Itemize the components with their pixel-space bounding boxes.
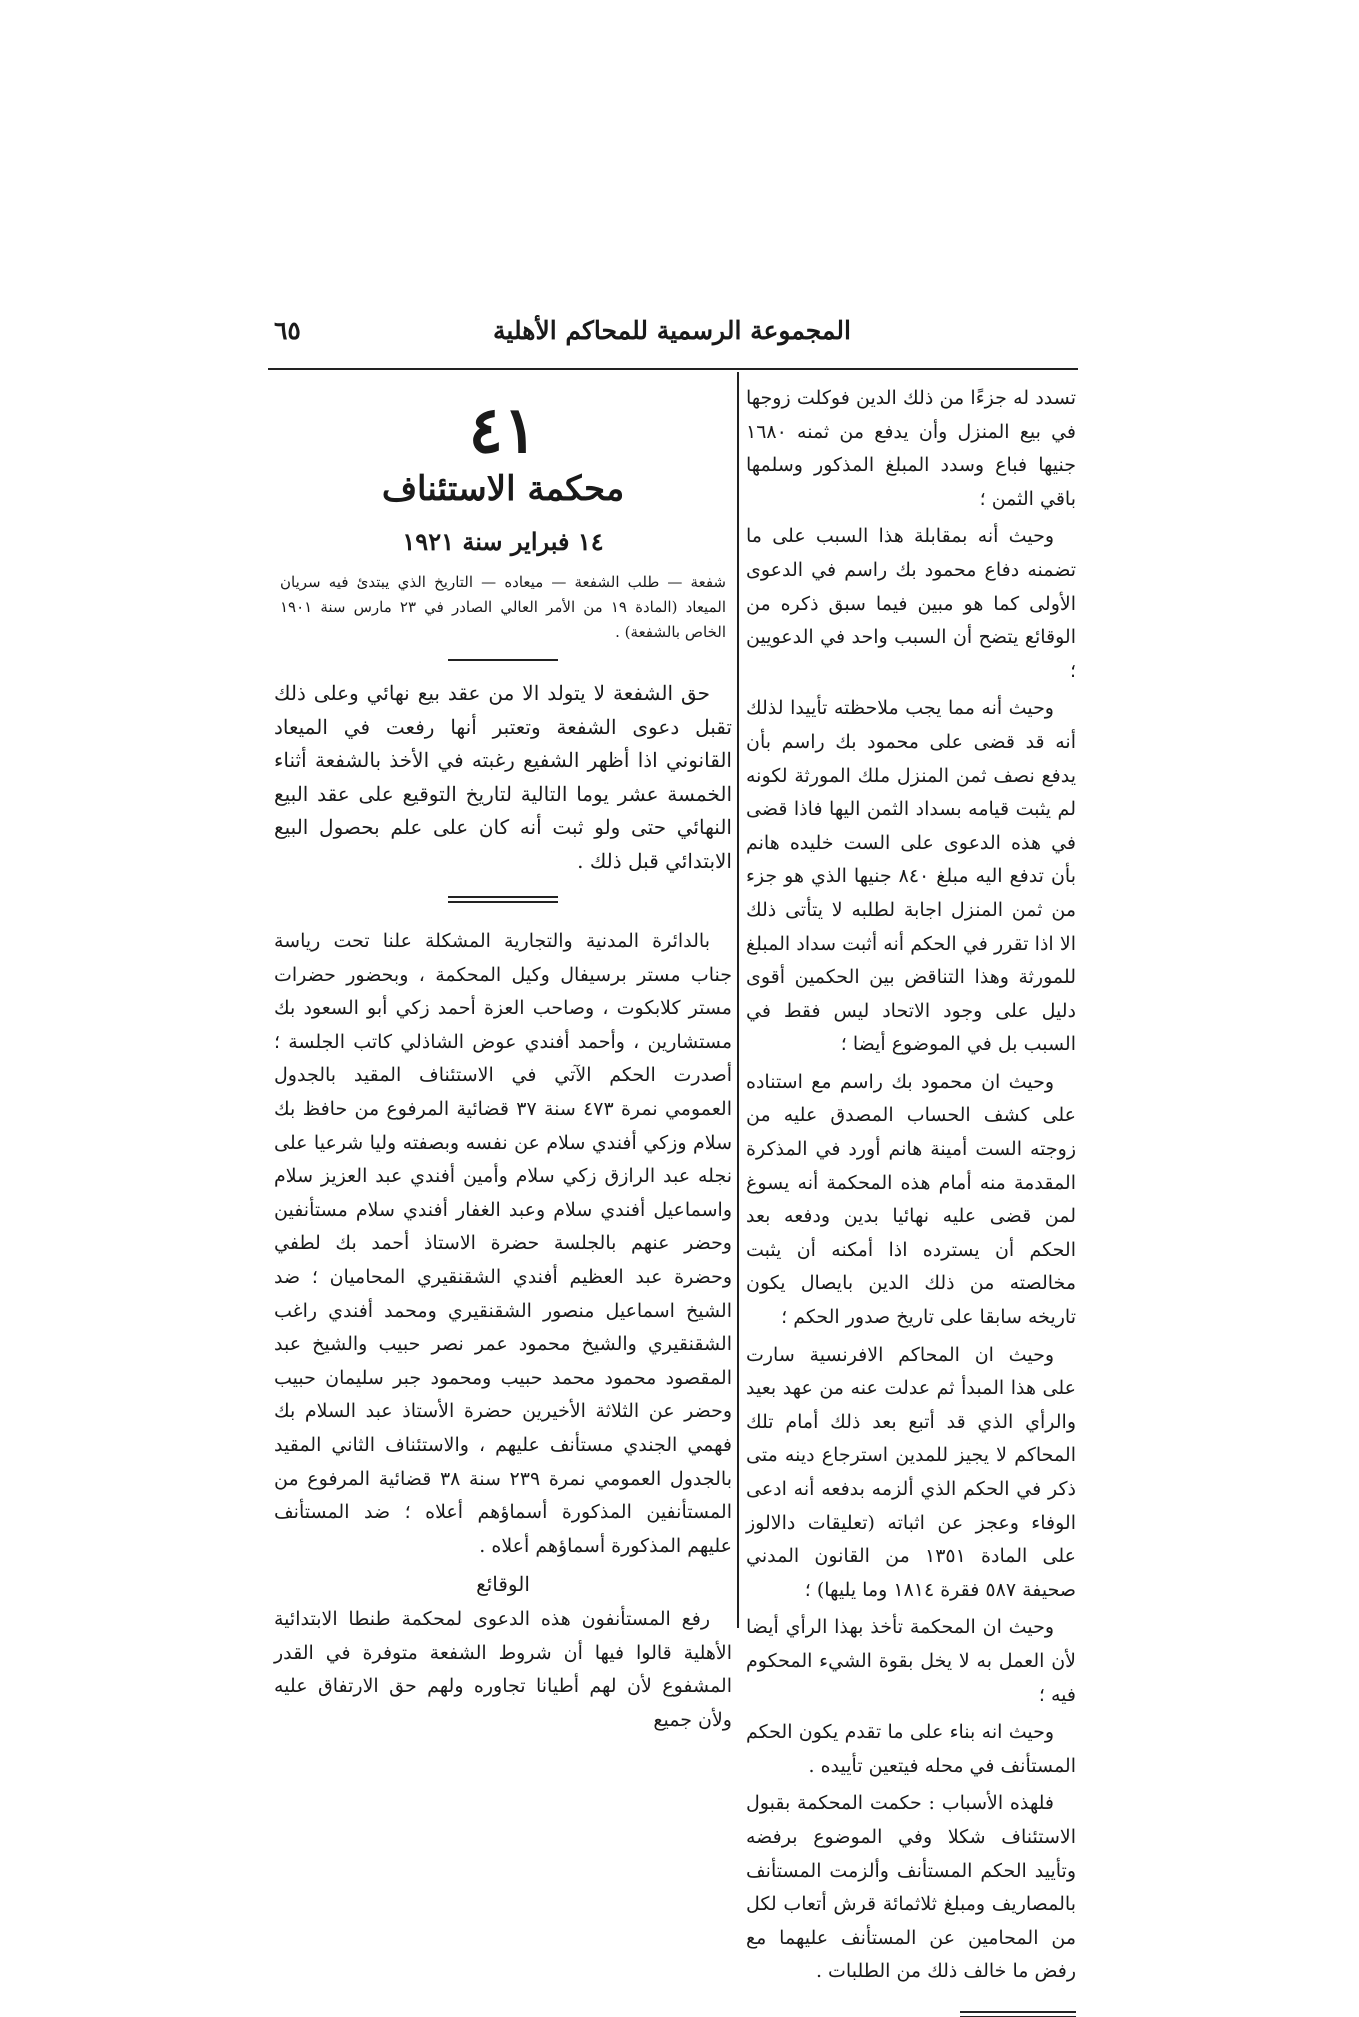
left-column xyxy=(274,382,732,1742)
paragraph-continuation: تسدد له جزءًا من ذلك الدين فوكلت زوجها في بيع المنزل وأن يدفع من ثمنه ١٦٨٠ جنيها فباع وسدد المبلغ المذكور وسلمها باقي الثمن ؛ xyxy=(746,387,1076,510)
proceedings: بالدائرة المدنية والتجارية المشكلة علنا تحت رياسة جناب مستر برسيفال وكيل المحكمة ، وبحضور حضرات مستر كلابكوت ، وصاحب العزة أحمد زكي أبو السعود بك مستشارين ، وأحمد أفندي عوض الشاذلي كاتب الجلسة ؛ أصدرت الحكم الآتي في الاستئناف المقيد بالجدول العمومي نمرة ٤٧٣ سنة ٣٧ قضائية المرفوع من حافظ بك سلام وزكي أفندي سلام عن نفسه وبصفته وليا شرعيا على نجله عبد الرازق زكي سلام وأمين أفندي عبد العزيز سلام واسماعيل أفندي سلام وعبد الغفار أفندي سلام مستأنفين وحضر عنهم بالجلسة حضرة الاستاذ أحمد بك لطفي وحضرة عبد العظيم أفندي الشقنقيري المحاميان ؛ ضد الشيخ اسماعيل منصور الشقنقيري ومحمد أفندي راغب الشقنقيري والشيخ محمود عمر نصر حبيب والشيخ عبد المقصود محمود محمد حبيب ومحمود جبر سليمان حبيب وحضر عن الثلاثة الأخيرين حضرة الأستاذ عبد السلام بك فهمي الجندي مستأنف عليهم ، والاستئناف الثاني المقيد بالجدول العمومي نمرة ٢٣٩ سنة ٣٨ قضائية المرفوع من المستأنفين المذكورة أسماؤهم أعلاه ؛ ضد المستأنف عليهم المذكورة أسماؤهم أعلاه . xyxy=(274,930,732,1557)
page-header xyxy=(268,312,1076,356)
facts-paragraph: رفع المستأنفون هذه الدعوى لمحكمة طنطا الابتدائية الأهلية قالوا فيها أن شروط الشفعة متوفرة في القدر المشفوع لأن لهم أطيانا تجاوره ولهم حق الارتفاق عليه ولأن جميع xyxy=(274,1608,732,1732)
double-rule xyxy=(448,896,558,903)
page-number: ٦٥ xyxy=(274,316,301,345)
paragraph-contradiction: وحيث أنه مما يجب ملاحظته تأييدا لذلك أنه قد قضى على محمود بك راسم بأن يدفع نصف ثمن المنزل ملك المورثة لكونه لم يثبت قيامه بسداد الثمن اليها فاذا قضى في هذه الدعوى على الست خليده هانم بأن تدفع اليه مبلغ ٨٤٠ جنيها الذي هو جزء من ثمن المنزل اجابة لطلبه لا يتأتى ذلك الا اذا تقرر في الحكم أنه أثبت سداد المبلغ للمورثة وهذا التناقض بين الحكمين أقوى دليل على وجود الاتحاد ليس فقط في السبب بل في الموضوع أيضا ؛ xyxy=(746,697,1076,1056)
paragraph-verdict: فلهذه الأسباب : حكمت المحكمة بقبول الاستئناف شكلا وفي الموضوع برفضه وتأييد الحكم المستأنف وألزمت المستأنف بالمصاريف ومبلغ ثلاثمائة قرش أتعاب لكل من المحامين عن المستأنف عليهما مع رفض ما خالف ذلك من الطلبات . xyxy=(746,1792,1076,1983)
header-rule xyxy=(268,368,1078,370)
paragraph-french-courts: وحيث ان المحاكم الافرنسية سارت على هذا المبدأ ثم عدلت عنه من عهد بعيد والرأي الذي قد أتبع بعد ذلك أمام تلك المحاكم لا يجيز للمدين استرجاع دينه متى ذكر في الحكم الذي ألزمه بدفعه أنه ادعى الوفاء وعجز عن اثباته (تعليقات دالالوز على المادة ١٣٥١ من القانون المدني صحيفة ٥٨٧ فقرة ١٨١٤ وما يليها) ؛ xyxy=(746,1343,1076,1601)
end-rule xyxy=(960,2011,1076,2017)
column-divider xyxy=(737,372,739,1628)
right-column xyxy=(746,382,1076,2017)
paragraph-uphold: وحيث انه بناء على ما تقدم يكون الحكم المستأنف في محله فيتعين تأييده . xyxy=(746,1721,1076,1777)
court-name: محكمة الاستئناف xyxy=(381,469,625,509)
case-number: ٤١ xyxy=(468,393,538,468)
section-rule xyxy=(448,659,558,661)
paragraph-account-statement: وحيث ان محمود بك راسم مع استناده على كشف الحساب المصدق عليه من زوجته الست أمينة هانم أورد في المذكرة المقدمة منه أمام هذه المحكمة أنه يسوغ لمن قضى عليه نهائيا بدين ودفعه بعد الحكم أن يسترده اذا أمكنه أن يثبت مخالصته من ذلك الدين بايصال يكون تاريخه سابقا على تاريخ صدور الحكم ؛ xyxy=(746,1070,1076,1329)
keywords: شفعة — طلب الشفعة — ميعاده — التاريخ الذي يبتدئ فيه سريان الميعاد (المادة ١٩ من الأمر العالي الصادر في ٢٣ مارس سنة ١٩٠١ الخاص بالشفعة) . xyxy=(280,573,726,641)
paragraph-court-adopts: وحيث ان المحكمة تأخذ بهذا الرأي أيضا لأن العمل به لا يخل بقوة الشيء المحكوم فيه ؛ xyxy=(746,1616,1076,1706)
facts-heading: الوقائع xyxy=(476,1572,530,1597)
running-title: المجموعة الرسمية للمحاكم الأهلية xyxy=(493,316,851,345)
paragraph-cause-comparison: وحيث أنه بمقابلة هذا السبب على ما تضمنه دفاع محمود بك راسم في الدعوى الأولى كما هو مبين فيما سبق ذكره من الوقائع يتضح أن السبب واحد في الدعويين ؛ xyxy=(746,525,1076,682)
legal-principle: حق الشفعة لا يتولد الا من عقد بيع نهائي وعلى ذلك تقبل دعوى الشفعة وتعتبر أنها رفعت في الميعاد القانوني اذا أظهر الشفيع رغبته في الأخذ بالشفعة أثناء الخمسة عشر يوما التالية لتاريخ التوقيع على عقد البيع النهائي حتى ولو ثبت أنه كان على علم بحصول البيع الابتدائي قبل ذلك . xyxy=(274,681,732,873)
judgment-date: ١٤ فبراير سنة ١٩٢١ xyxy=(402,527,604,556)
